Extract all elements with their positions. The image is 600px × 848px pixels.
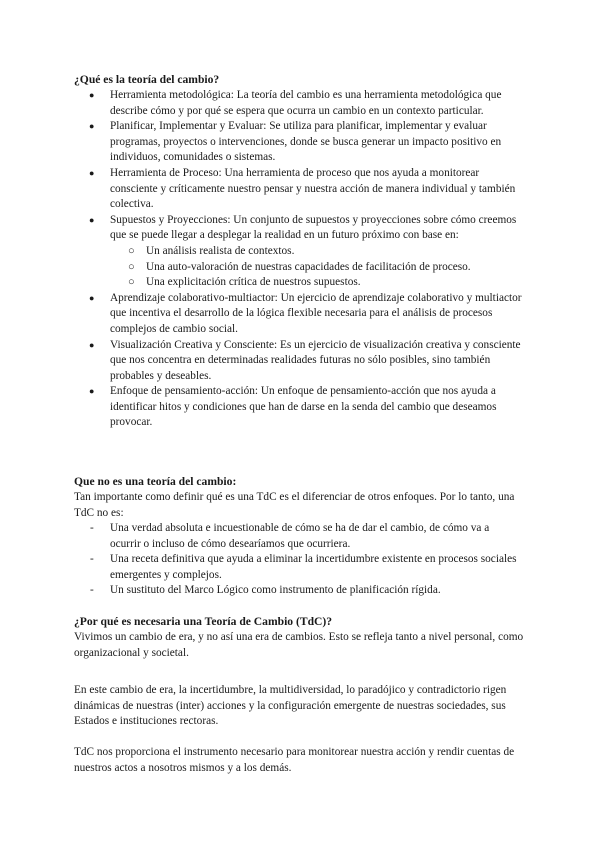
list-item: - Un sustituto del Marco Lógico como instrumento de planificación rígida. (0, 583, 522, 599)
dash-bullet-icon: - (90, 553, 94, 566)
section3-paragraph: TdC nos proporciona el instrumento necesario para monitorear nuestra acción y rendir cuentas de nuestros actos a nosotros mismos y a los demás. (74, 746, 515, 774)
bullet-icon: ● (89, 167, 95, 178)
bullet-icon: ● (89, 386, 95, 397)
sub-list (110, 244, 522, 291)
section3-title: ¿Por qué es necesaria una Teoría de Cambio (TdC)? (74, 615, 333, 628)
dash-bullet-icon: - (90, 584, 94, 597)
list-item: ● Herramienta de Proceso: Una herramienta de proceso que nos ayuda a monitorear consciente y críticamente nuestro pensar y nuestra acción de manera individual y también colectiva. (89, 166, 516, 211)
section3-paragraph: Vivimos un cambio de era, y no así una era de cambios. Esto se refleja tanto a nivel personal, como organizacional y societal. (74, 631, 524, 659)
sub-list-item: ○ Una explicitación crítica de nuestros supuestos. (0, 275, 526, 291)
section3-paragraph: En este cambio de era, la incertidumbre, la multidiversidad, lo paradójico y contradictorio rigen dinámicas de nuestras (inter) acciones y la configuración emergente de nuestras sociedades, sus Estados e instituciones rectoras. (74, 684, 507, 728)
bullet-icon: ● (89, 292, 95, 303)
list-item: ● Visualización Creativa y Consciente: Es un ejercicio de visualización creativa y consciente que nos concentra en determinadas realidades futuras no sólo posibles, sino también probables y deseables. (89, 338, 521, 382)
list-item: ● Enfoque de pensamiento-acción: Un enfoque de pensamiento-acción que nos ayuda a identificar hitos y condiciones que han de darse en la senda del cambio que deseamos provocar. (89, 385, 497, 429)
section2-title: Que no es una teoría del cambio: (74, 475, 237, 488)
bullet-icon: ● (89, 90, 95, 100)
list-item: - Una receta definitiva que ayuda a eliminar la incertidumbre existente en procesos sociales emergentes y complejos. (90, 553, 517, 581)
section2-intro: Tan importante como definir qué es una TdC es el diferenciar de otros enfoques. Por lo tanto, una TdC no es: (74, 491, 515, 519)
circle-bullet-icon: ○ (128, 244, 135, 257)
list-item: ● Herramienta metodológica: La teoría del cambio es una herramienta metodológica que describe cómo y por qué se espera que ocurra un cambio en un contexto particular. (89, 89, 502, 117)
list-item: ● Planificar, Implementar y Evaluar: Se utiliza para planificar, implementar y evaluar programas, proyectos o intervenciones, donde se busca generar un impacto positivo en individuos, comunidades o sistemas. (89, 120, 502, 164)
list-item: - Una verdad absoluta e incuestionable de cómo se ha de dar el cambio, de cómo va a ocurrir o incluso de cómo desearíamos que ocurriera. (90, 522, 490, 550)
circle-bullet-icon: ○ (128, 276, 135, 289)
bullet-icon: ● (89, 339, 95, 350)
bullet-icon: ● (89, 214, 95, 225)
section2-list (0, 521, 522, 599)
bullet-icon: ● (89, 121, 95, 132)
list-item: ● Aprendizaje colaborativo-multiactor: Un ejercicio de aprendizaje colaborativo y multiactor que incentiva el desarrollo de la lógica flexible necesaria para el análisis de procesos complejos de cambio social. (89, 291, 522, 335)
dash-bullet-icon: - (90, 522, 94, 534)
circle-bullet-icon: ○ (128, 260, 135, 273)
section1-title: ¿Qué es la teoría del cambio? (74, 73, 220, 86)
section1-list (0, 88, 522, 431)
sub-list-item: ○ Una auto-valoración de nuestras capacidades de facilitación de proceso. (0, 260, 526, 276)
list-item: ● Supuestos y Proyecciones: Un conjunto de supuestos y proyecciones sobre cómo creemos que se puede llegar a desplegar la realidad en un futuro próximo con base en: ○ Un análisis realista de contextos. ○ Una auto-valoración de nuestras capacidades de facilitación de proceso. ○ Una explicitación crítica de nuestros supuestos. (0, 213, 522, 291)
sub-list-item: ○ Un análisis realista de contextos. (0, 244, 526, 260)
